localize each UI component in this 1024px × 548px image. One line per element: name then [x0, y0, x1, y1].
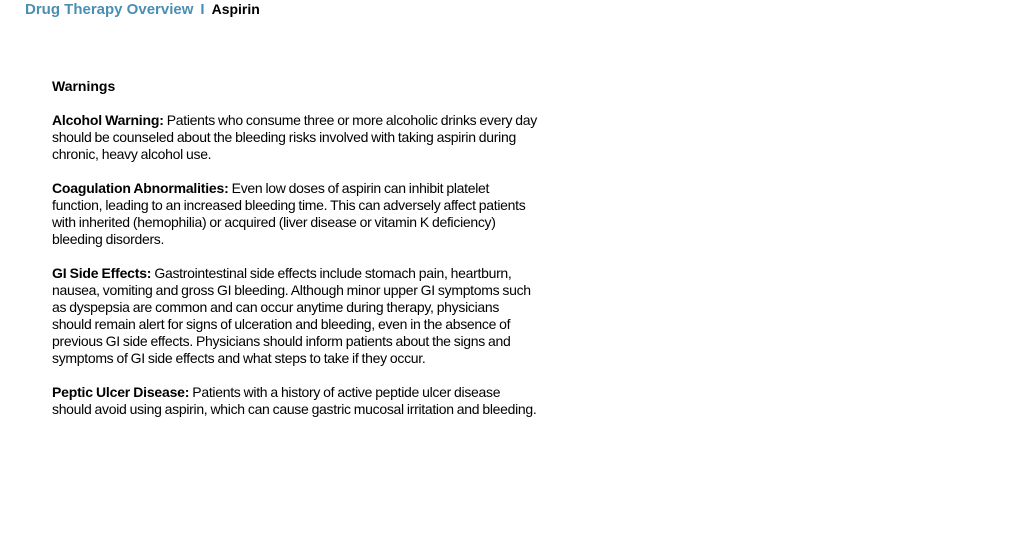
paragraph-gi-side-effects — [52, 265, 537, 367]
paragraph-text: Patients who consume three or more alcoholic drinks every day should be counseled about the bleeding risks involved with taking aspirin during chronic, heavy alcohol use. — [52, 112, 537, 162]
paragraph-text: Patients with a history of active peptide ulcer disease should avoid using aspirin, which can cause gastric mucosal irritation and bleeding. — [52, 384, 537, 417]
paragraph-alcohol-warning — [52, 112, 537, 163]
paragraph-text: Gastrointestinal side effects include stomach pain, heartburn, nausea, vomiting and gross GI bleeding. Although minor upper GI symptoms such as dyspepsia are common and can occur anytime during therapy, physicians should remain alert for signs of ulceration and bleeding, even in the absence of previous GI side effects. Physicians should inform patients about the signs and symptoms of GI side effects and what steps to take if they occur. — [52, 265, 531, 366]
paragraph-coagulation-abnormalities — [52, 180, 537, 248]
paragraph-peptic-ulcer-disease — [52, 384, 537, 418]
paragraph-text: Even low doses of aspirin can inhibit platelet function, leading to an increased bleeding time. This can adversely affect patients with inherited (hemophilia) or acquired (liver disease or vitamin K deficiency) bleeding disorders. — [52, 180, 526, 247]
paragraph-label: Coagulation Abnormalities: — [52, 180, 229, 196]
paragraph-label: GI Side Effects: — [52, 265, 152, 281]
warnings-content — [52, 78, 537, 435]
paragraph-label: Alcohol Warning: — [52, 112, 164, 128]
header-separator: I — [200, 0, 205, 18]
header-title: Drug Therapy Overview — [25, 0, 194, 18]
header-subtitle: Aspirin — [211, 1, 260, 17]
slide-header — [25, 0, 260, 18]
section-heading: Warnings — [52, 78, 116, 94]
paragraph-label: Peptic Ulcer Disease: — [52, 384, 190, 400]
